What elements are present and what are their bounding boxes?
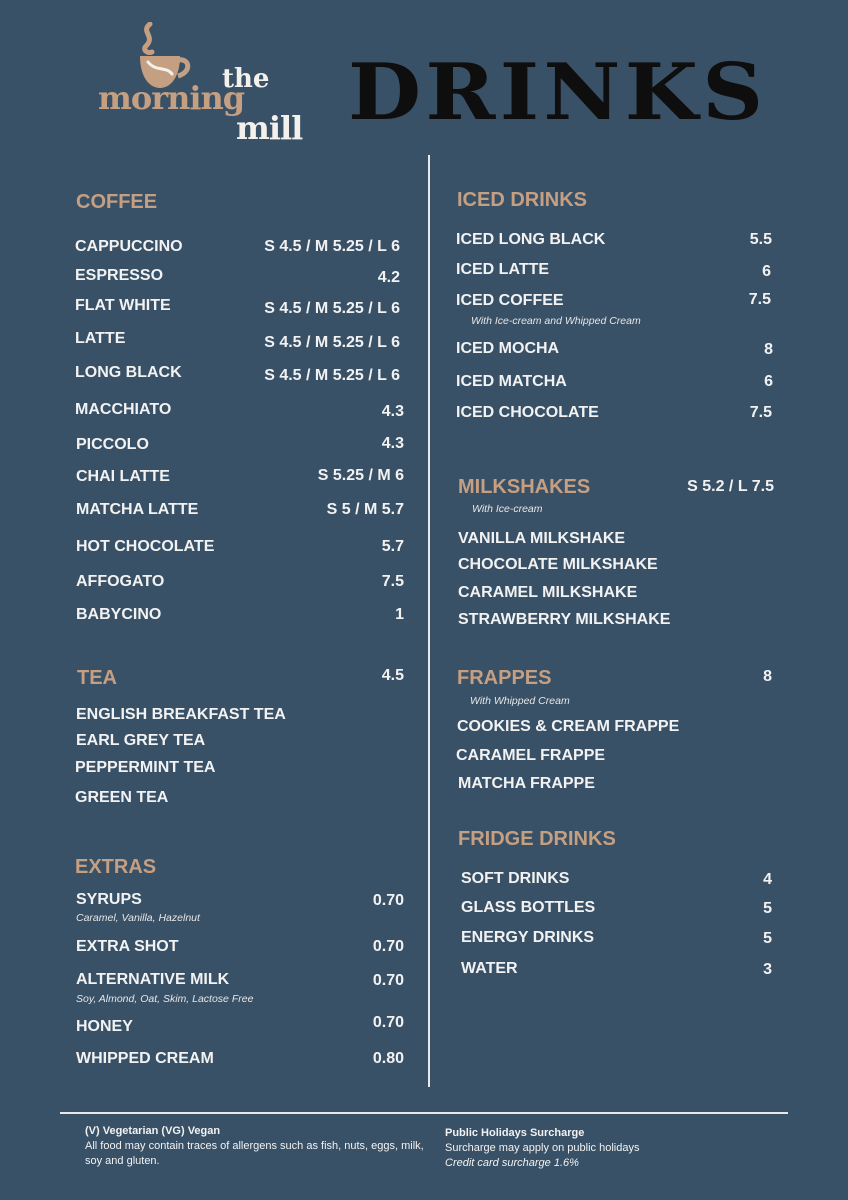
menu-item-price: S 5 / M 5.7 (326, 501, 404, 518)
menu-item-name: ESPRESSO (75, 267, 164, 284)
brand-mill: mill (236, 109, 303, 147)
menu-item-name: BABYCINO (76, 606, 162, 623)
menu-item-name: PEPPERMINT TEA (75, 759, 216, 776)
menu-item-name: WATER (461, 960, 518, 977)
brand-morning: morning (98, 79, 245, 117)
menu-item-price: 4.3 (381, 435, 404, 452)
menu-item-name: ICED CHOCOLATE (456, 404, 599, 421)
menu-item-name: HONEY (76, 1018, 133, 1035)
extras-heading: EXTRAS (75, 856, 157, 878)
menu-item-price: S 4.5 / M 5.25 / L 6 (264, 367, 400, 384)
brand-the: the (222, 64, 270, 94)
menu-item-name: HOT CHOCOLATE (76, 538, 215, 555)
menu-item-name: ICED LATTE (456, 261, 550, 278)
menu-item-name: ICED LONG BLACK (456, 231, 606, 248)
menu-item-price: 8 (764, 341, 773, 358)
menu-item-price: 4.3 (381, 403, 404, 420)
menu-item-price: 3 (763, 961, 772, 978)
coffee-heading: COFFEE (76, 191, 158, 213)
menu-item-price: 1 (395, 606, 404, 623)
menu-item-price: 5.7 (381, 538, 404, 555)
menu-item-name: MATCHA LATTE (76, 501, 199, 518)
menu-item-price: 4.2 (377, 269, 400, 286)
surcharge-text: Surcharge may apply on public holidays (445, 1142, 640, 1154)
menu-item-name: ENGLISH BREAKFAST TEA (76, 706, 286, 723)
menu-item-price: 7.5 (748, 291, 771, 308)
menu-item-name: CARAMEL MILKSHAKE (458, 584, 638, 601)
card-surcharge-text: Credit card surcharge 1.6% (445, 1157, 579, 1169)
menu-item-price: 5.5 (749, 231, 772, 248)
menu-item-name: LONG BLACK (75, 364, 182, 381)
menu-item-name: AFFOGATO (76, 573, 165, 590)
menu-item-note: With Ice-cream and Whipped Cream (471, 315, 641, 327)
diet-legend: (V) Vegetarian (VG) Vegan (85, 1125, 221, 1137)
menu-item-name: MATCHA FRAPPE (458, 775, 595, 792)
menu-item-name: VANILLA MILKSHAKE (458, 530, 626, 547)
menu-item-name: GREEN TEA (75, 789, 169, 806)
menu-item-name: EARL GREY TEA (76, 732, 206, 749)
menu-item-price: S 5.25 / M 6 (317, 467, 404, 484)
menu-item-name: SYRUPS (76, 891, 142, 908)
milkshakes-heading: MILKSHAKES (458, 476, 591, 498)
frappes-note: With Whipped Cream (470, 695, 570, 707)
menu-item-price: 0.70 (372, 938, 404, 955)
menu-item-price: 6 (764, 373, 773, 390)
fridge-heading: FRIDGE DRINKS (458, 828, 616, 850)
page-title: DRINKS (348, 47, 768, 138)
menu-item-price: 0.70 (372, 972, 404, 989)
menu-item-price: S 4.5 / M 5.25 / L 6 (264, 300, 400, 317)
menu-item-name: COOKIES & CREAM FRAPPE (457, 718, 680, 735)
menu-item-name: EXTRA SHOT (76, 938, 179, 955)
menu-item-price: 7.5 (749, 404, 772, 421)
menu-item-name: ENERGY DRINKS (461, 929, 595, 946)
menu-item-name: LATTE (75, 330, 126, 347)
menu-item-price: 0.70 (372, 1014, 404, 1031)
menu-item-price: 0.70 (372, 892, 404, 909)
menu-item-name: ICED MATCHA (456, 373, 567, 390)
milkshakes-price: S 5.2 / L 7.5 (687, 478, 774, 495)
menu-item-price: S 4.5 / M 5.25 / L 6 (264, 334, 400, 351)
menu-item-name: ICED COFFEE (456, 292, 564, 309)
iced-heading: ICED DRINKS (457, 189, 588, 211)
frappes-heading: FRAPPES (457, 667, 552, 689)
menu-item-name: ICED MOCHA (456, 340, 560, 357)
tea-heading: TEA (77, 667, 117, 689)
menu-item-price: 4 (763, 871, 772, 888)
menu-item-name: CHAI LATTE (76, 468, 170, 485)
menu-item-price: 5 (763, 930, 772, 947)
menu-item-name: ALTERNATIVE MILK (76, 971, 230, 988)
menu-item-note: Soy, Almond, Oat, Skim, Lactose Free (76, 993, 254, 1005)
menu-item-name: PICCOLO (76, 436, 149, 453)
menu-item-name: GLASS BOTTLES (461, 899, 596, 916)
column-divider (428, 155, 430, 1087)
frappes-price: 8 (763, 668, 772, 685)
menu-item-price: 7.5 (381, 573, 404, 590)
menu-item-name: WHIPPED CREAM (76, 1050, 214, 1067)
menu-item-name: CARAMEL FRAPPE (456, 747, 606, 764)
menu-item-name: CAPPUCCINO (75, 238, 183, 255)
allergen-notice: All food may contain traces of allergens such as fish, nuts, eggs, milk, soy and gluten. (85, 1140, 424, 1167)
menu-item-name: CHOCOLATE MILKSHAKE (458, 556, 658, 573)
menu-item-price: 5 (763, 900, 772, 917)
menu-item-name: STRAWBERRY MILKSHAKE (458, 611, 671, 628)
menu-item-name: MACCHIATO (75, 401, 172, 418)
menu-item-price: 0.80 (372, 1050, 404, 1067)
tea-price: 4.5 (381, 667, 404, 684)
surcharge-title: Public Holidays Surcharge (445, 1127, 585, 1139)
milkshakes-note: With Ice-cream (472, 503, 543, 515)
footer-divider (60, 1112, 788, 1114)
menu-item-note: Caramel, Vanilla, Hazelnut (76, 912, 200, 924)
menu-item-price: S 4.5 / M 5.25 / L 6 (264, 238, 400, 255)
menu-item-name: SOFT DRINKS (461, 870, 570, 887)
menu-item-name: FLAT WHITE (75, 297, 171, 314)
menu-item-price: 6 (762, 263, 771, 280)
